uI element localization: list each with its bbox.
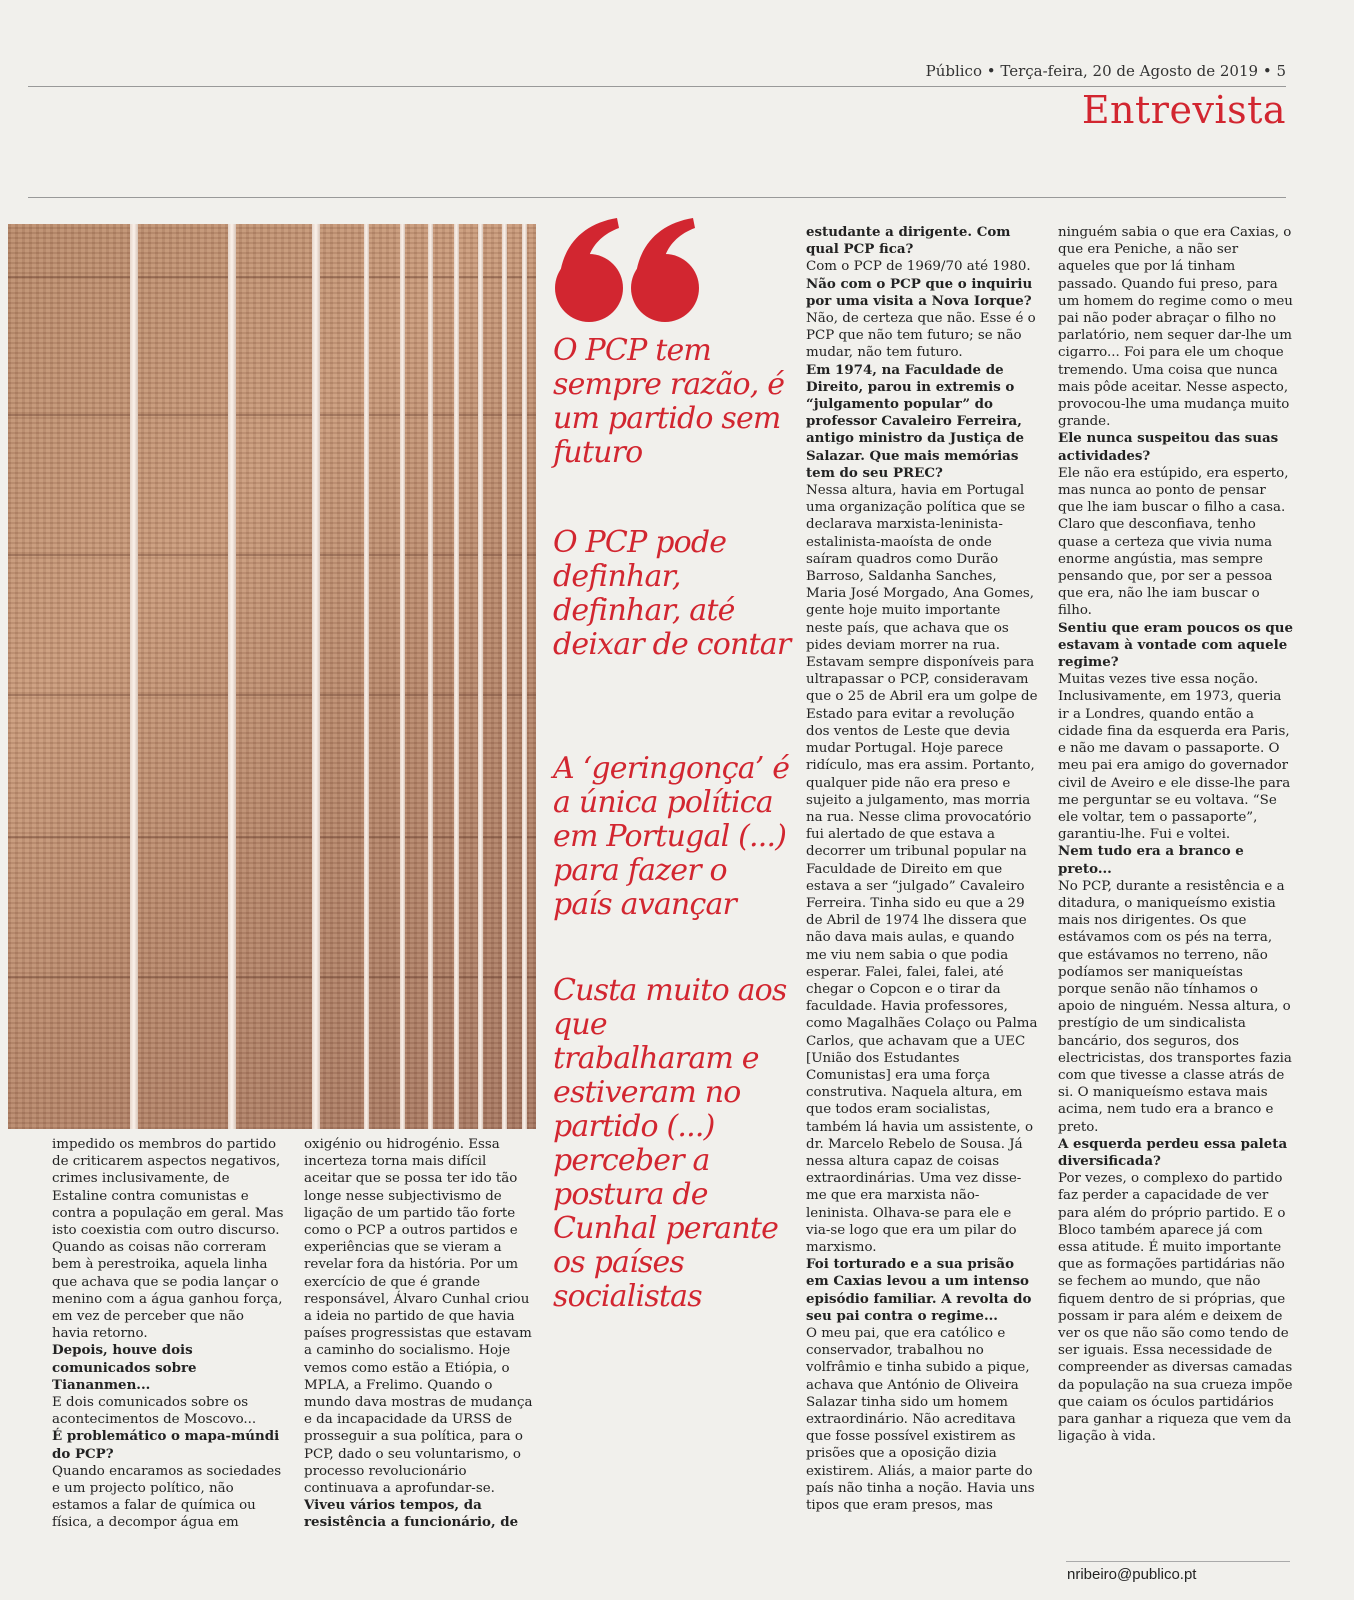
interview-question: Viveu vários tempos, da resistência a funcionário, de — [304, 1497, 519, 1531]
interview-question: Nem tudo era a branco e preto... — [1058, 843, 1244, 877]
interview-question: Foi torturado e a sua prisão em Caxias levou a um intenso episódio familiar. A revolta do seu pai contra o regime... — [806, 1256, 1032, 1324]
interview-question: Não com o PCP que o inquiriu por uma visita a Nova Iorque? — [806, 275, 1033, 309]
interview-answer: Quando encaramos as sociedades e um projecto político, não estamos a falar de química ou física, a decompor água em — [52, 1463, 282, 1531]
photo-stripe — [454, 224, 459, 1129]
interview-answer: Não, de certeza que não. Esse é o PCP que não tem futuro; se não mudar, não tem futuro. — [806, 311, 1036, 361]
interview-answer: No PCP, durante a resistência e a ditadura, o maniqueísmo existia mais nos dirigentes. Os que estávamos com os pés na terra, que estávamos no terreno, não podíamos ser maniqueístas porque senão não tínhamos o apoio de ninguém. Nessa altura, o prestígio de um sindicalista bancário, dos seguros, dos electricistas, dos transportes fazia com que tivesse a classe atrás de si. O maniqueísmo estava mais acima, nem tudo era a branco e preto. — [1058, 878, 1292, 1135]
interview-question: Em 1974, na Faculdade de Direito, parou in extremis o “julgamento popular” do professor Cavaleiro Ferreira, antigo ministro da Justiça de Salazar. Que mais memórias tem do seu PREC? — [806, 361, 1025, 481]
photo-stripe — [478, 224, 483, 1129]
interview-answer: E dois comunicados sobre os acontecimentos de Moscovo... — [52, 1395, 257, 1428]
pull-quote: A ‘geringonça’ é a única política em Portugal (...) para fazer o país avançar — [553, 751, 790, 922]
stone-wall-photo — [8, 224, 536, 1129]
interview-answer: Ele não era estúpido, era esperto, mas nunca ao ponto de pensar que lhe iam buscar o filho a casa. Claro que desconfiava, tenho quase a certeza que vivia numa enorme angústia, mas sempre pensando que, por ser a pessoa que era, não lhe iam buscar o filho. — [1058, 465, 1289, 619]
publication-line: Público • Terça-feira, 20 de Agosto de 2019 • 5 — [925, 62, 1286, 80]
photo-stripe — [522, 224, 527, 1129]
header-rule — [28, 86, 1286, 87]
signature-rule — [1066, 1561, 1290, 1562]
interview-question: Ele nunca suspeitou das suas actividades? — [1058, 430, 1279, 464]
article-column-1 — [52, 1136, 284, 1532]
interview-answer: Com o PCP de 1969/70 até 1980. — [806, 259, 1031, 275]
photo-stripe — [130, 224, 138, 1129]
interview-question: Sentiu que eram poucos os que estavam à vontade com aquele regime? — [1058, 619, 1294, 671]
quote-mark-icon — [553, 214, 705, 324]
interview-answer: Muitas vezes tive essa noção. Inclusivamente, em 1973, queria ir a Londres, quando então a cidade fina da esquerda era Paris, e não me davam o passaporte. O meu pai era amigo do governador civil de Aveiro e ele disse-lhe para me perguntar se eu voltava. “Se ele voltar, tem o passaporte”, garantiu-lhe. Fui e voltei. — [1058, 672, 1291, 843]
section-rule — [28, 197, 1286, 198]
pull-quote: O PCP tem sempre razão, é um partido sem futuro — [553, 333, 785, 470]
pull-quote: Custa muito aos que trabalharam e estiveram no partido (...) perceber a postura de Cunhal perante os países socialistas — [553, 973, 787, 1314]
interview-answer: Por vezes, o complexo do partido faz perder a capacidade de ver para além do próprio partido. E o Bloco também aparece já com essa atitude. É muito importante que as formações partidárias não se fechem ao mundo, que não fiquem dentro de si próprias, que possam ir para além e deixem de ver os que não são como tendo de ser iguais. Essa necessidade de compreender as diversas camadas da população na sua crueza impõe que caiam os óculos partidários para ganhar a riqueza que vem da ligação à vida. — [1058, 1171, 1293, 1445]
interview-answer: O meu pai, que era católico e conservador, trabalhou no volfrâmio e tinha subido a pique, achava que António de Oliveira Salazar tinha sido um homem extraordinário. Não acreditava que fosse possível existirem as prisões que a oposição dizia existirem. Aliás, a maior parte do país não tinha a noção. Havia uns tipos que eram presos, mas — [806, 1326, 1035, 1514]
photo-stripe — [428, 224, 433, 1129]
photo-stripe — [502, 224, 507, 1129]
section-title: Entrevista — [1081, 88, 1286, 132]
interview-answer: Nessa altura, havia em Portugal uma organização política que se declarava marxista-leninista-estalinista-maoísta de onde saíram quadros como Durão Barroso, Saldanha Sanches, Maria José Morgado, Ana Gomes, gente hoje muito importante neste país, que achava que os pides deviam morrer na rua. Estavam sempre disponíveis para ultrapassar o PCP, consideravam que o 25 de Abril era um golpe de Estado para evitar a revolução dos ventos de Leste que devia mudar Portugal. Hoje parece ridículo, mas era assim. Portanto, qualquer pide não era preso e sujeito a julgamento, mas morria na rua. Nesse clima provocatório fui alertado de que estava a decorrer um tribunal popular na Faculdade de Direito em que estava a ser “julgado” Cavaleiro Ferreira. Tinha sido eu que a 29 de Abril de 1974 lhe dissera que não dava mais aulas, e quando me viu nem sabia o que podia esperar. Falei, falei, falei, até chegar o Copcon e o tirar da faculdade. Havia professores, como Magalhães Colaço ou Palma Carlos, que achavam que a UEC [União dos Estudantes Comunistas] era uma força construtiva. Naquela altura, em que todos eram socialistas, também lá havia um assistente, o dr. Marcelo Rebelo de Sousa. Já nessa altura capaz de coisas extraordinárias. Uma vez disse-me que era marxista não-leninista. Olhava-se para ele e via-se logo que era um pilar do marxismo. — [806, 483, 1038, 1255]
photo-stripe — [312, 224, 320, 1129]
interview-question: A esquerda perdeu essa paleta diversificada? — [1058, 1135, 1288, 1169]
interview-answer: ninguém sabia o que era Caxias, o que era Peniche, a não ser aqueles que por lá tinham passado. Quando fui preso, para um homem do regime como o meu pai não poder abraçar o filho no parlatório, nem sequer dar-lhe um cigarro... Foi para ele um choque tremendo. Uma coisa que nunca mais pôde aceitar. Nesse aspecto, provocou-lhe uma mudança muito grande. — [1058, 225, 1293, 430]
interview-question: É problemático o mapa-múndi do PCP? — [52, 1428, 280, 1462]
photo-stripe — [400, 224, 405, 1129]
interview-answer: oxigénio ou hidrogénio. Essa incerteza torna mais difícil aceitar que se possa ter ido tão longe nesse subjectivismo de ligação de um partido tão forte como o PCP a outros partidos e experiências que se vieram a revelar fora da história. Por um exercício de que é grande responsável, Álvaro Cunhal criou a ideia no partido de que havia países progressistas que estavam a caminho do socialismo. Hoje vemos como estão a Etiópia, o MPLA, a Frelimo. Quando o mundo dava mostras de mudança e da incapacidade da URSS de prosseguir a sua política, para o PCP, dado o seu voluntarismo, o processo revolucionário continuava a aprofundar-se. — [304, 1137, 533, 1497]
pull-quote: O PCP pode definhar, definhar, até deixar de contar — [553, 525, 791, 662]
interview-answer: impedido os membros do partido de criticarem aspectos negativos, crimes inclusivamente, de Estaline contra comunistas e contra a população em geral. Mas isto coexistia com outro discurso. Quando as coisas não correram bem à perestroika, aquela linha que achava que se podia lançar o menino com a água ganhou força, em vez de perceber que não havia retorno. — [52, 1137, 284, 1342]
article-column-3 — [806, 224, 1038, 1514]
article-column-2 — [304, 1136, 536, 1532]
photo-stripe — [228, 224, 236, 1129]
article-column-4 — [1058, 224, 1294, 1445]
author-email: nribeiro@publico.pt — [1067, 1566, 1197, 1583]
interview-question: estudante a dirigente. Com qual PCP fica? — [806, 224, 1011, 258]
interview-question: Depois, houve dois comunicados sobre Tiananmen... — [52, 1342, 197, 1393]
photo-stripe — [364, 224, 369, 1129]
